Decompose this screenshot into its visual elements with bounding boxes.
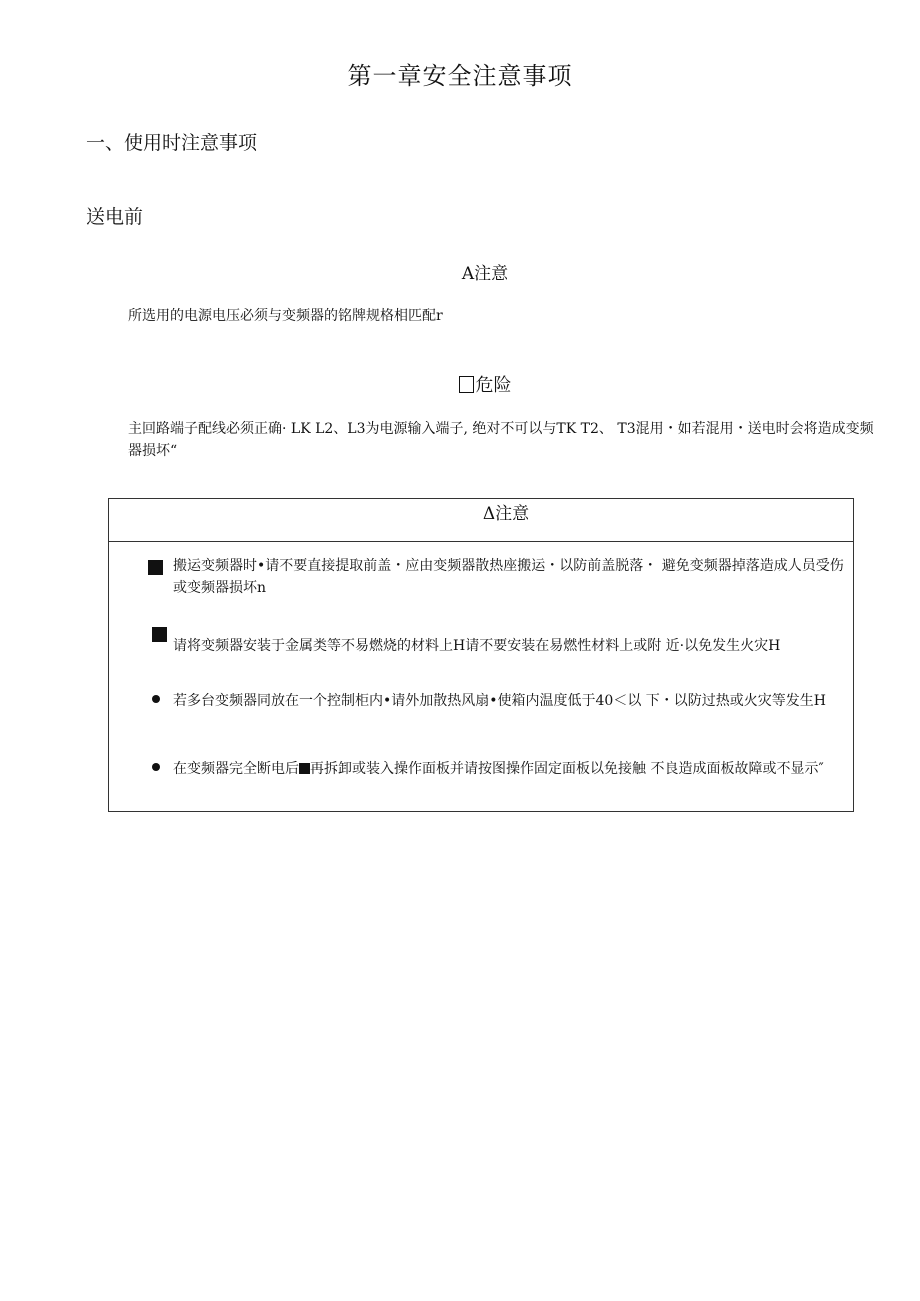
inline-square-icon xyxy=(299,763,310,774)
voltage-match-paragraph: 所选用的电源电压必须与变频器的铭牌规格相匹配r xyxy=(128,308,443,324)
caution-box xyxy=(108,498,854,812)
danger-label-text: 危险 xyxy=(475,375,512,396)
caution-item xyxy=(173,758,853,780)
caution-item: 搬运变频器时•请不要直接提取前盖・应由变频器散热座搬运・以防前盖脱落・ 避免变频器掉落造成人员受伤或变频器损坏n xyxy=(173,558,844,596)
sub-heading-before-power-on: 送电前 xyxy=(86,206,144,228)
page-title: 第一章安全注意事项 xyxy=(347,62,573,90)
dot-bullet-icon xyxy=(152,695,160,703)
wiring-paragraph: 主回路端子配线必须正确· LK L2、L3为电源输入端子, 绝对不可以与TK T2、 T3混用・如若混用・送电时会将造成变频器损坏“ xyxy=(128,421,874,459)
caution-item: 若多台变频器同放在一个控制柜内•请外加散热风扇•使箱内温度低于40＜以 下・以防过热或火灾等发生H xyxy=(173,693,826,709)
square-bullet-icon xyxy=(152,627,167,642)
dot-bullet-icon xyxy=(152,763,160,771)
caution-item: 请将变频器安装于金属类等不易燃烧的材料上H请不要安装在易燃性材料上或附 近·以免发生火灾H xyxy=(173,638,781,654)
caution-item-text-after: 再拆卸或装入操作面板并请按图操作固定面板以免接触 不良造成面板故障或不显示″ xyxy=(310,761,824,777)
caution-item-text-before: 在变频器完全断电后 xyxy=(173,761,299,777)
square-bullet-icon xyxy=(148,560,163,575)
caution-box-header xyxy=(109,499,853,542)
checkbox-square-icon xyxy=(459,376,474,393)
caution-label: A注意 xyxy=(461,264,509,284)
section-heading: 一、使用时注意事项 xyxy=(86,132,258,154)
danger-label xyxy=(0,371,920,397)
caution-box-label: Δ注意 xyxy=(482,504,530,524)
